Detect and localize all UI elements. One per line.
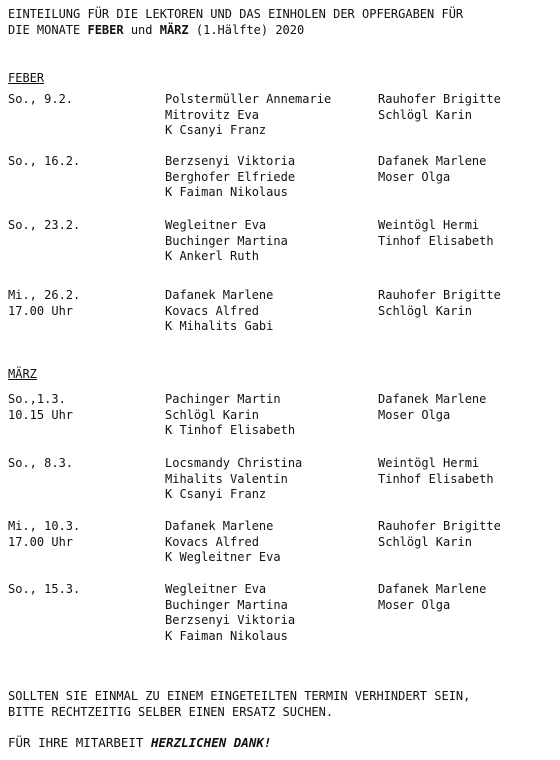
entry-collectors bbox=[378, 392, 556, 423]
entry-date bbox=[8, 218, 158, 234]
lector-name: Berghofer Elfriede bbox=[165, 169, 296, 184]
entry-lectors bbox=[165, 519, 380, 566]
entry-lectors bbox=[165, 392, 380, 439]
entry-collectors bbox=[378, 456, 556, 487]
lector-name: K Faiman Nikolaus bbox=[165, 185, 288, 200]
time-line: 17.00 Uhr bbox=[8, 534, 74, 549]
collector-name: Rauhofer Brigitte bbox=[378, 288, 501, 302]
entry-date bbox=[8, 154, 158, 170]
header-suffix: (1.Hälfte) 2020 bbox=[188, 23, 305, 37]
entry-date bbox=[8, 288, 158, 319]
collector-name: Moser Olga bbox=[378, 597, 451, 612]
entry-date bbox=[8, 92, 158, 108]
collector-name: Dafanek Marlene bbox=[378, 154, 487, 168]
collector-name: Tinhof Elisabeth bbox=[378, 471, 494, 486]
collector-name: Dafanek Marlene bbox=[378, 582, 487, 596]
header-month-maerz: MÄRZ bbox=[159, 23, 189, 37]
entry-date bbox=[8, 519, 158, 550]
collector-name: Moser Olga bbox=[378, 407, 451, 422]
lector-name: Berzsenyi Viktoria bbox=[165, 154, 296, 168]
month-heading-maerz: MÄRZ bbox=[8, 367, 37, 381]
header-month-feber: FEBER bbox=[87, 23, 124, 37]
date-line: So.,1.3. bbox=[8, 392, 66, 406]
lector-name: Polstermüller Annemarie bbox=[165, 92, 332, 106]
header-line-2 bbox=[8, 22, 556, 38]
entry-date bbox=[8, 456, 158, 472]
lector-name: Mihalits Valentin bbox=[165, 471, 288, 486]
lector-name: Kovacs Alfred bbox=[165, 534, 259, 549]
lector-name: K Mihalits Gabi bbox=[165, 319, 274, 334]
entry-collectors bbox=[378, 218, 556, 249]
lector-name: Dafanek Marlene bbox=[165, 288, 274, 302]
footer-line-1: SOLLTEN SIE EINMAL ZU EINEM EINGETEILTEN TERMIN VERHINDERT SEIN, bbox=[8, 689, 471, 703]
lector-name: Kovacs Alfred bbox=[165, 303, 259, 318]
thanks-line bbox=[8, 735, 271, 751]
entry-lectors bbox=[165, 92, 380, 139]
document-page bbox=[8, 4, 556, 750]
entry-lectors bbox=[165, 582, 380, 645]
footer-line-2: BITTE RECHTZEITIG SELBER EINEN ERSATZ SUCHEN. bbox=[8, 705, 334, 719]
lector-name: K Csanyi Franz bbox=[165, 123, 267, 138]
entry-lectors bbox=[165, 218, 380, 265]
entry-collectors bbox=[378, 154, 556, 185]
lector-name: Mitrovitz Eva bbox=[165, 107, 259, 122]
entry-date bbox=[8, 392, 158, 423]
entry-collectors bbox=[378, 582, 556, 613]
date-line: So., 8.3. bbox=[8, 456, 74, 470]
entry-lectors bbox=[165, 288, 380, 335]
lector-name: Berzsenyi Viktoria bbox=[165, 613, 296, 628]
lector-name: Wegleitner Eva bbox=[165, 218, 267, 232]
collector-name: Dafanek Marlene bbox=[378, 392, 487, 406]
entry-lectors bbox=[165, 154, 380, 201]
footer-note bbox=[8, 688, 470, 720]
collector-name: Weintögl Hermi bbox=[378, 218, 480, 232]
entry-collectors bbox=[378, 519, 556, 550]
entry-collectors bbox=[378, 92, 556, 123]
collector-name: Schlögl Karin bbox=[378, 303, 472, 318]
collector-name: Rauhofer Brigitte bbox=[378, 519, 501, 533]
lector-name: K Tinhof Elisabeth bbox=[165, 423, 296, 438]
collector-name: Weintögl Hermi bbox=[378, 456, 480, 470]
entry-lectors bbox=[165, 456, 380, 503]
thanks-emphasis: HERZLICHEN DANK! bbox=[151, 735, 272, 750]
date-line: So., 16.2. bbox=[8, 154, 81, 168]
lector-name: K Ankerl Ruth bbox=[165, 249, 259, 264]
header-prefix: DIE MONATE bbox=[8, 23, 88, 37]
entry-collectors bbox=[378, 288, 556, 319]
lector-name: Buchinger Martina bbox=[165, 233, 288, 248]
lector-name: Locsmandy Christina bbox=[165, 456, 303, 470]
date-line: Mi., 10.3. bbox=[8, 519, 81, 533]
lector-name: K Wegleitner Eva bbox=[165, 550, 281, 565]
thanks-prefix: FÜR IHRE MITARBEIT bbox=[8, 735, 151, 750]
lector-name: K Csanyi Franz bbox=[165, 487, 267, 502]
document-header bbox=[8, 6, 556, 38]
date-line: Mi., 26.2. bbox=[8, 288, 81, 302]
lector-name: Dafanek Marlene bbox=[165, 519, 274, 533]
collector-name: Schlögl Karin bbox=[378, 107, 472, 122]
collector-name: Rauhofer Brigitte bbox=[378, 92, 501, 106]
month-heading-feber: FEBER bbox=[8, 71, 45, 85]
time-line: 17.00 Uhr bbox=[8, 303, 74, 318]
lector-name: Wegleitner Eva bbox=[165, 582, 267, 596]
collector-name: Tinhof Elisabeth bbox=[378, 233, 494, 248]
lector-name: Pachinger Martin bbox=[165, 392, 281, 406]
header-mid: und bbox=[123, 23, 160, 37]
lector-name: K Faiman Nikolaus bbox=[165, 629, 288, 644]
lector-name: Buchinger Martina bbox=[165, 597, 288, 612]
collector-name: Moser Olga bbox=[378, 169, 451, 184]
collector-name: Schlögl Karin bbox=[378, 534, 472, 549]
time-line: 10.15 Uhr bbox=[8, 407, 74, 422]
header-line-1: EINTEILUNG FÜR DIE LEKTOREN UND DAS EINHOLEN DER OPFERGABEN FÜR bbox=[8, 7, 464, 21]
date-line: So., 15.3. bbox=[8, 582, 81, 596]
date-line: So., 9.2. bbox=[8, 92, 74, 106]
entry-date bbox=[8, 582, 158, 598]
date-line: So., 23.2. bbox=[8, 218, 81, 232]
lector-name: Schlögl Karin bbox=[165, 407, 259, 422]
